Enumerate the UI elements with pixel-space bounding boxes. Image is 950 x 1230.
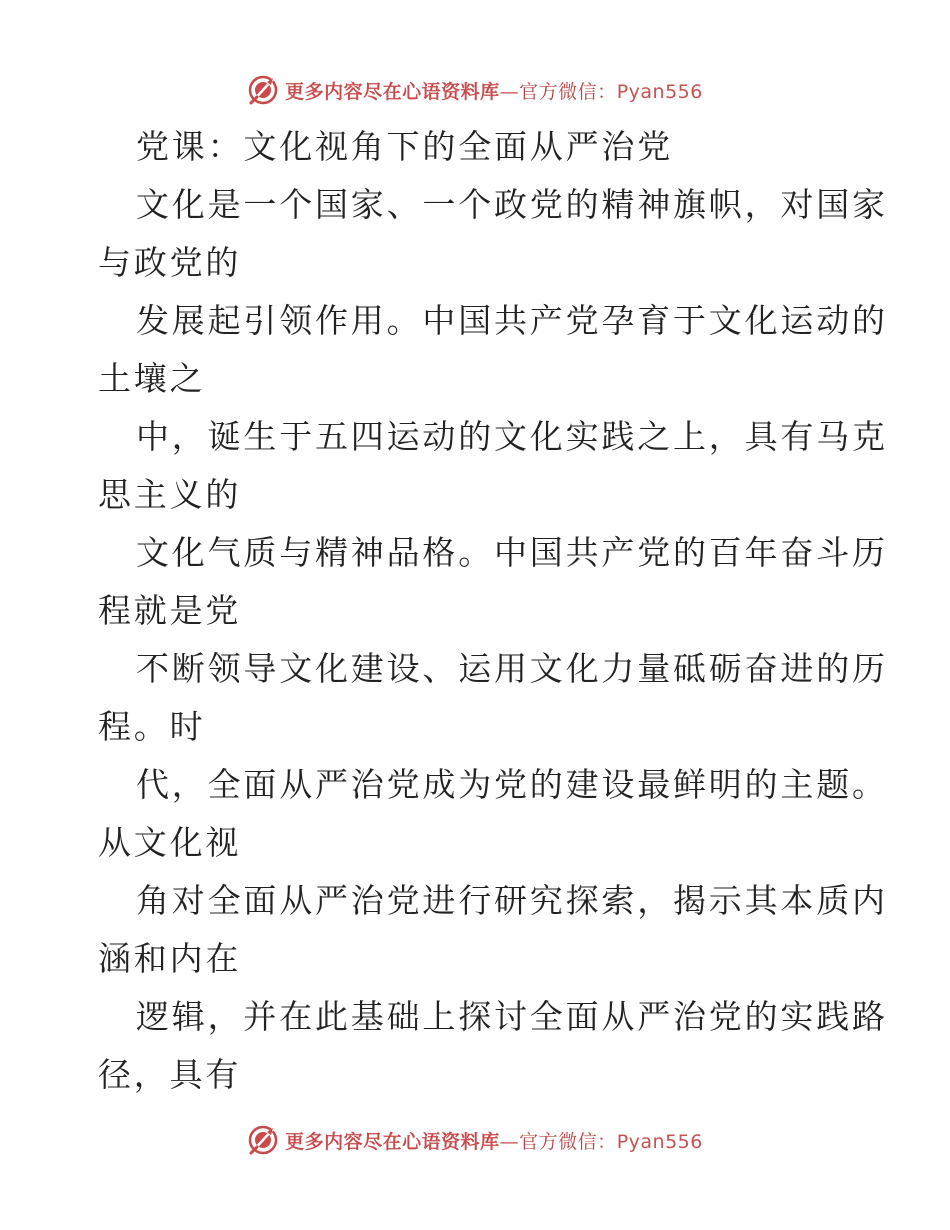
watermark-text [285,1127,703,1154]
watermark-dash: — [499,1130,520,1153]
text-line: 程。时 [98,707,206,746]
text-line: 径，具有 [98,1055,242,1094]
pen-logo-icon [247,74,279,106]
document-title: 党课：文化视角下的全面从严治党 [136,127,673,166]
watermark-wechat-label: 官方微信： [519,1130,617,1153]
watermark-wechat-id: Pyan556 [616,1130,703,1153]
watermark-wechat-label: 官方微信： [519,80,617,103]
text-line: 代，全面从严治党成为党的建设最鲜明的主题。 [136,765,888,804]
text-line: 与政党的 [98,243,242,282]
text-line: 不断领导文化建设、运用文化力量砥砺奋进的历 [136,649,888,688]
text-line: 逻辑，并在此基础上探讨全面从严治党的实践路 [136,997,888,1036]
text-line: 文化气质与精神品格。中国共产党的百年奋斗历 [136,533,888,572]
pen-logo-icon [247,1124,279,1156]
watermark-brand: 更多内容尽在心语资料库 [285,1130,500,1153]
text-line: 发展起引领作用。中国共产党孕育于文化运动的 [136,301,888,340]
watermark-dash: — [499,80,520,103]
footer-watermark [0,1120,950,1160]
text-line: 思主义的 [98,475,242,514]
text-line: 文化是一个国家、一个政党的精神旗帜，对国家 [136,185,888,224]
text-line: 从文化视 [98,823,242,862]
watermark-wechat-id: Pyan556 [616,80,703,103]
watermark-brand: 更多内容尽在心语资料库 [285,80,500,103]
text-line: 程就是党 [98,591,242,630]
document-body [98,118,888,1104]
text-line: 角对全面从严治党进行研究探索，揭示其本质内 [136,881,888,920]
watermark-text [285,77,703,104]
header-watermark [0,70,950,110]
text-line: 土壤之 [98,359,206,398]
text-line: 中，诞生于五四运动的文化实践之上，具有马克 [136,417,888,456]
text-line: 涵和内在 [98,939,242,978]
